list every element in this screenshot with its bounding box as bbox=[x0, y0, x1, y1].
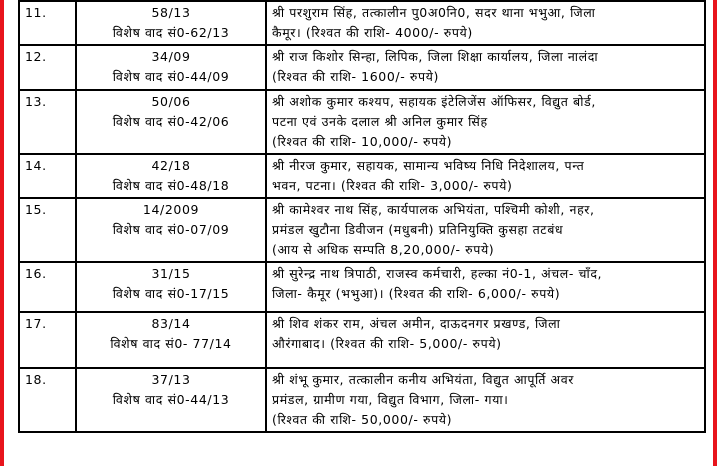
description-cell bbox=[266, 90, 705, 154]
description-line: श्री कामेश्वर नाथ सिंह, कार्यपालक अभियंता, पश्चिमी कोशी, नहर, bbox=[272, 202, 595, 217]
case-number-cell bbox=[76, 198, 266, 262]
case-number-cell bbox=[76, 312, 266, 368]
description-line: श्री परशुराम सिंह, तत्कालीन पु0अ0नि0, सदर थाना भभुआ, जिला bbox=[272, 5, 596, 20]
description-line: पटना एवं उनके दलाल श्री अनिल कुमार सिंह bbox=[272, 114, 488, 129]
case-number-cell bbox=[76, 90, 266, 154]
description-line: जिला- कैमूर (भभुआ)। (रिश्वत की राशि- 6,000/- रुपये) bbox=[272, 286, 561, 301]
special-case-number: विशेष वाद सं0-44/13 bbox=[112, 392, 230, 407]
serial-number: 12. bbox=[19, 45, 76, 90]
right-edge-bar bbox=[713, 0, 717, 466]
special-case-number: विशेष वाद सं0-17/15 bbox=[112, 286, 230, 301]
case-number: 58/13 bbox=[151, 5, 191, 20]
case-number-cell bbox=[76, 1, 266, 45]
serial-number: 15. bbox=[19, 198, 76, 262]
case-number: 34/09 bbox=[151, 49, 191, 64]
description-line: औरंगाबाद। (रिश्वत की राशि- 5,000/- रुपये) bbox=[272, 336, 502, 351]
case-number-cell bbox=[76, 368, 266, 432]
description-line: (रिश्वत की राशि- 10,000/- रुपये) bbox=[272, 134, 453, 149]
description-cell bbox=[266, 154, 705, 198]
serial-number: 17. bbox=[19, 312, 76, 368]
description-line: प्रमंडल, ग्रामीण गया, विद्युत विभाग, जिला- गया। bbox=[272, 392, 509, 407]
table-row bbox=[19, 198, 705, 262]
description-line: (आय से अधिक सम्पति 8,20,000/- रुपये) bbox=[272, 242, 495, 257]
case-number: 37/13 bbox=[151, 372, 191, 387]
description-cell bbox=[266, 1, 705, 45]
special-case-number: विशेष वाद सं0-42/06 bbox=[112, 114, 230, 129]
special-case-number: विशेष वाद सं0-07/09 bbox=[112, 222, 230, 237]
serial-number: 14. bbox=[19, 154, 76, 198]
description-line: श्री शंभू कुमार, तत्कालीन कनीय अभियंता, विद्युत आपूर्ति अवर bbox=[272, 372, 574, 387]
description-line: (रिश्वत की राशि- 50,000/- रुपये) bbox=[272, 412, 453, 427]
serial-number: 13. bbox=[19, 90, 76, 154]
left-edge-bar bbox=[0, 0, 4, 466]
special-case-number: विशेष वाद सं0- 77/14 bbox=[110, 336, 232, 351]
description-line: श्री अशोक कुमार कश्यप, सहायक इंटेलिजेंस ऑफिसर, विद्युत बोर्ड, bbox=[272, 94, 596, 109]
case-number: 31/15 bbox=[151, 266, 191, 281]
serial-number: 16. bbox=[19, 262, 76, 312]
case-number-cell bbox=[76, 262, 266, 312]
table-row bbox=[19, 45, 705, 90]
serial-number: 18. bbox=[19, 368, 76, 432]
special-case-number: विशेष वाद सं0-62/13 bbox=[112, 25, 230, 40]
table-row bbox=[19, 312, 705, 368]
description-line: (रिश्वत की राशि- 1600/- रुपये) bbox=[272, 69, 439, 84]
description-cell bbox=[266, 368, 705, 432]
case-number: 50/06 bbox=[151, 94, 191, 109]
case-number-cell bbox=[76, 154, 266, 198]
case-number: 42/18 bbox=[151, 158, 191, 173]
description-line: श्री राज किशोर सिन्हा, लिपिक, जिला शिक्षा कार्यालय, जिला नालंदा bbox=[272, 49, 599, 64]
table-row bbox=[19, 90, 705, 154]
description-line: श्री शिव शंकर राम, अंचल अमीन, दाऊदनगर प्रखण्ड, जिला bbox=[272, 316, 561, 331]
special-case-number: विशेष वाद सं0-48/18 bbox=[112, 178, 230, 193]
table-row bbox=[19, 154, 705, 198]
description-line: प्रमंडल खुटौना डिवीजन (मधुबनी) प्रतिनियुक्ति कुसहा तटबंध bbox=[272, 222, 564, 237]
table-row bbox=[19, 1, 705, 45]
description-line: श्री सुरेन्द्र नाथ त्रिपाठी, राजस्व कर्मचारी, हल्का नं0-1, अंचल- चाँद, bbox=[272, 266, 603, 281]
description-line: कैमूर। (रिश्वत की राशि- 4000/- रुपये) bbox=[272, 25, 473, 40]
description-cell bbox=[266, 262, 705, 312]
case-number: 14/2009 bbox=[142, 202, 200, 217]
table-row bbox=[19, 262, 705, 312]
description-line: श्री नीरज कुमार, सहायक, सामान्य भविष्य निधि निदेशालय, पन्त bbox=[272, 158, 585, 173]
case-number-cell bbox=[76, 45, 266, 90]
table-row bbox=[19, 368, 705, 432]
description-cell bbox=[266, 312, 705, 368]
special-case-number: विशेष वाद सं0-44/09 bbox=[112, 69, 230, 84]
case-table bbox=[18, 0, 706, 433]
description-cell bbox=[266, 45, 705, 90]
description-line: भवन, पटना। (रिश्वत की राशि- 3,000/- रुपये) bbox=[272, 178, 513, 193]
description-cell bbox=[266, 198, 705, 262]
serial-number: 11. bbox=[19, 1, 76, 45]
case-number: 83/14 bbox=[151, 316, 191, 331]
